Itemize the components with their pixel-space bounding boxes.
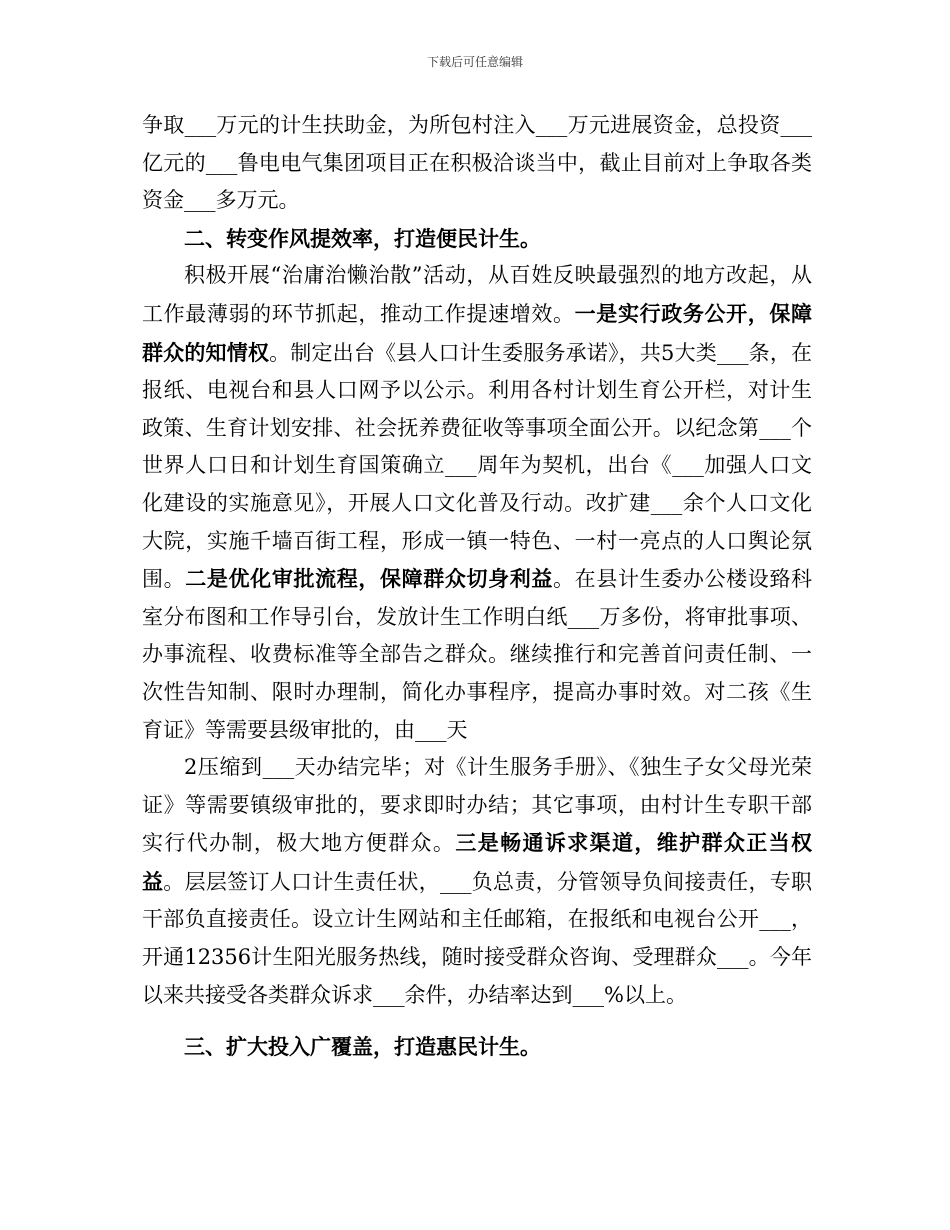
- document-body: [142, 107, 812, 1066]
- emphasis-item-3: 三是畅通诉求渠道，维护群众正当权益: [142, 830, 813, 894]
- paragraph-funding: 争取___万元的计生扶助金，为所包村注入___万元进展资金，总投资___亿元的___鲁电电气集团项目正在积极洽谈当中，截止目前对上争取各类资金___多万元。: [142, 113, 812, 213]
- paragraph-work-style: [142, 257, 812, 749]
- section-heading-2: 二、转变作风提效率，打造便民计生。: [184, 225, 541, 251]
- page-header: 下载后可任意编辑: [426, 55, 523, 69]
- emphasis-item-2: 二是优化审批流程，保障群众切身利益: [185, 566, 554, 592]
- section-heading-3: 三、扩大投入广覆盖，打造惠民计生。: [184, 1034, 541, 1060]
- paragraph-text: 。在县计生委办公楼设臵科室分布图和工作导引台，发放计生工作明白纸___万多份，将审批事项、办事流程、收费标准等全部告之群众。继续推行和完善首问责任制、一次性告知制、限时办理制，简化办事程序，提高办事时效。对二孩《生育证》等需要县级审批的，由___天: [142, 567, 813, 742]
- paragraph-text: 。层层签订人口计生责任状，___负总责，分管领导负间接责任，专职干部负直接责任。设立计生网站和主任邮箱，在报纸和电视台公开___，开通12356计生阳光服务热线，随时接受群众咨询、受理群众___。今年以来共接受各类群众诉求___余件，办结率达到___%以上。: [142, 869, 813, 1007]
- emphasis-item-1: 一是实行政务公开，保障群众的知情权: [142, 300, 813, 365]
- paragraph-text: 。制定出台《县人口计生委服务承诺》，共5大类___条，在报纸、电视台和县人口网予以公示。利用各村计划生育公开栏，对计生政策、生育计划安排、社会抚养费征收等事项全面公开。以纪念第___个世界人口日和计划生育国策确立___周年为契机，出台《___加强人口文化建设的实施意见》，开展人口文化普及行动。改扩建___余个人口文化大院，实施千墙百街工程，形成一镇一特色、一村一亮点的人口舆论氛围。: [142, 340, 813, 592]
- paragraph-appeals: [142, 749, 812, 1014]
- paragraph-text: 2压缩到___天办结完毕；对《计生服务手册》、《独生子女父母光荣证》等需要镇级审批的，要求即时办结；其它事项，由村计生专职干部实行代办制，极大地方便群众。: [142, 755, 812, 856]
- paragraph-text: 积极开展“治庸治懒治散”活动，从百姓反映最强烈的地方改起，从工作最薄弱的环节抓起，推动工作提速增效。: [142, 263, 812, 326]
